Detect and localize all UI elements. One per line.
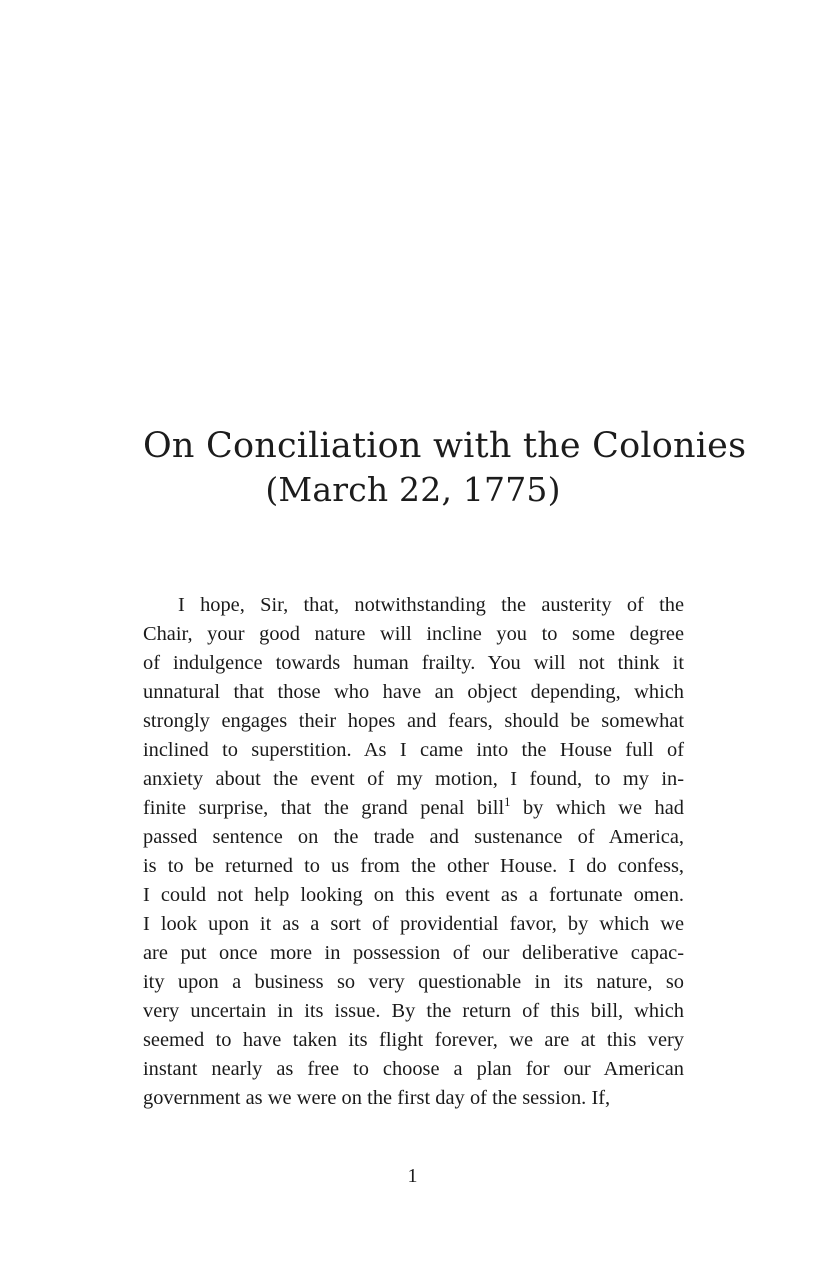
body-line: ity upon a business so very questionable in its nature, so <box>143 971 684 993</box>
page-title: On Conciliation with the Colonies <box>143 426 747 466</box>
body-line: very uncertain in its issue. By the return of this bill, which <box>143 1000 684 1022</box>
body-line: instant nearly as free to choose a plan for our American <box>143 1058 684 1080</box>
body-line: is to be returned to us from the other House. I do confess, <box>143 855 684 877</box>
body-line: are put once more in possession of our deliberative capac- <box>143 942 684 964</box>
body-line: unnatural that those who have an object depending, which <box>143 681 684 703</box>
body-line-with-footnote <box>143 794 684 823</box>
body-line: I look upon it as a sort of providential favor, by which we <box>143 913 684 935</box>
body-line: I hope, Sir, that, notwithstanding the austerity of the <box>178 594 684 616</box>
body-text-block <box>143 591 684 1113</box>
page-number: 1 <box>407 1165 418 1187</box>
body-line: strongly engages their hopes and fears, should be somewhat <box>143 710 684 732</box>
body-line: Chair, your good nature will incline you to some degree <box>143 623 684 645</box>
body-line: seemed to have taken its flight forever, we are at this very <box>143 1029 684 1051</box>
page-subtitle: (March 22, 1775) <box>265 470 561 509</box>
body-line: anxiety about the event of my motion, I found, to my in- <box>143 768 684 790</box>
body-line: of indulgence towards human frailty. You will not think it <box>143 652 684 674</box>
body-line-text: finite surprise, that the grand penal bill <box>143 797 505 819</box>
body-line: I could not help looking on this event as a fortunate omen. <box>143 884 684 906</box>
body-line: government as we were on the first day of the session. If, <box>143 1087 611 1109</box>
body-line: inclined to superstition. As I came into the House full of <box>143 739 684 761</box>
body-line: passed sentence on the trade and sustenance of America, <box>143 826 684 848</box>
body-paragraph <box>143 591 684 1113</box>
title-block <box>143 424 747 511</box>
body-line-text-cont: by which we had <box>510 797 684 819</box>
footnote-reference[interactable]: 1 <box>504 795 511 810</box>
